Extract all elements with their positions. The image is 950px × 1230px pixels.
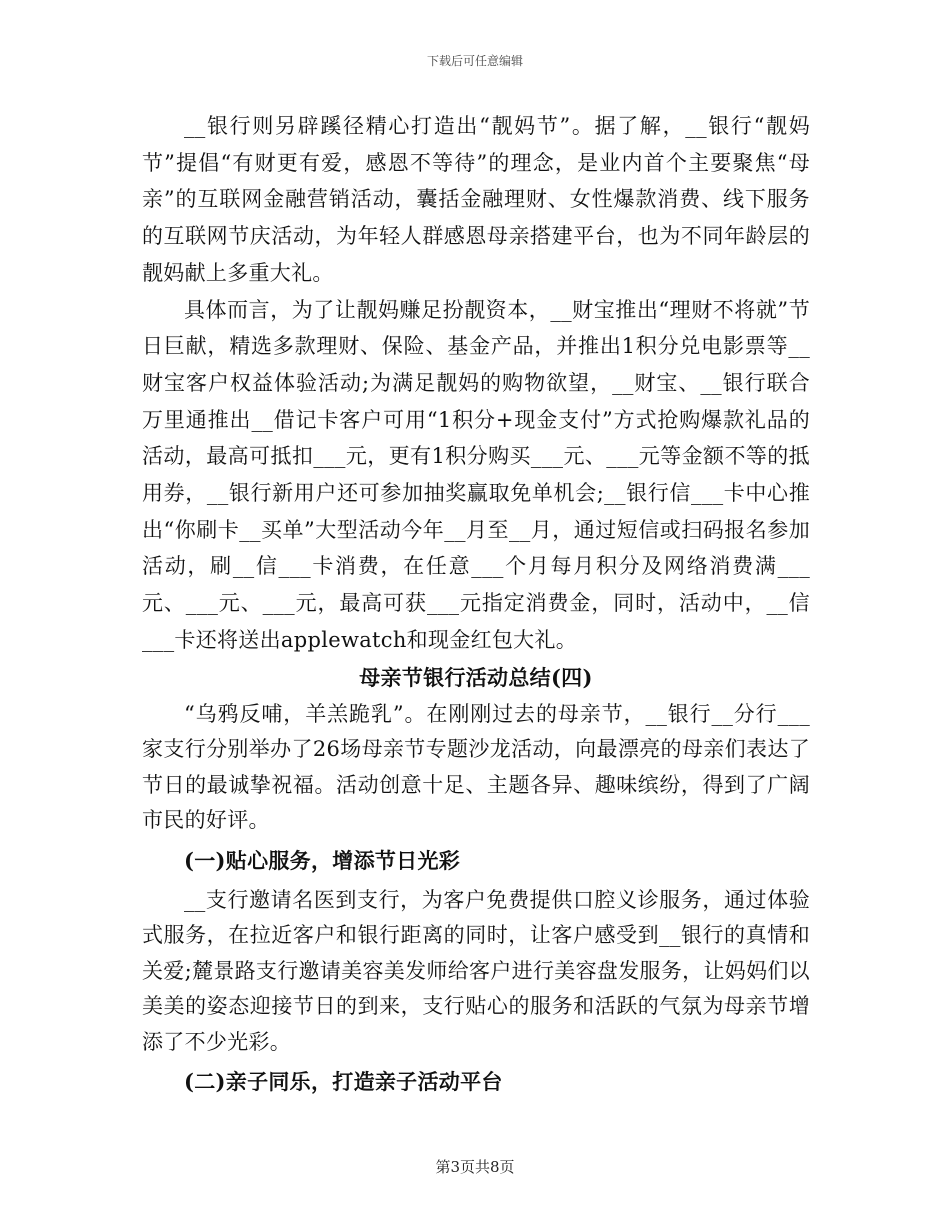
paragraph-4: __支行邀请名医到支行，为客户免费提供口腔义诊服务，通过体验式服务，在拉近客户和银行距离的同时，让客户感受到__银行的真情和关爱;麓景路支行邀请美容美发师给客户进行美容盘发服务，让妈妈们以美美的姿态迎接节日的到来，支行贴心的服务和活跃的气氛为母亲节增添了不少光彩。 [142, 887, 810, 1054]
paragraph-1: __银行则另辟蹊径精心打造出“靓妈节”。据了解，__银行“靓妈节”提倡“有财更有爱，感恩不等待”的理念，是业内首个主要聚焦“母亲”的互联网金融营销活动，囊括金融理财、女性爆款消费、线下服务的互联网节庆活动，为年轻人群感恩母亲搭建平台，也为不同年龄层的靓妈献上多重大礼。 [142, 114, 810, 285]
section-title: 母亲节银行活动总结(四) [359, 664, 593, 690]
subheading-2: (二)亲子同乐，打造亲子活动平台 [184, 1069, 503, 1095]
document-body [142, 108, 810, 1104]
paragraph-2: 具体而言，为了让靓妈赚足扮靓资本，__财宝推出“理财不将就”节日巨献，精选多款理财、保险、基金产品，并推出1积分兑电影票等__财宝客户权益体验活动;为满足靓妈的购物欲望，__财宝、__银行联合万里通推出__借记卡客户可用“1积分+现金支付”方式抢购爆款礼品的活动，最高可抵扣___元，更有1积分购买___元、___元等金额不等的抵用券，__银行新用户还可参加抽奖赢取免单机会;__银行信___卡中心推出“你刷卡__买单”大型活动今年__月至__月，通过短信或扫码报名参加活动，刷__信___卡消费，在任意___个月每月积分及网络消费满___元、___元、___元，最高可获___元指定消费金，同时，活动中，__信___卡还将送出applewatch和现金红包大礼。 [142, 297, 810, 652]
subheading-1: (一)贴心服务，增添节日光彩 [184, 847, 461, 873]
page-header: 下载后可任意编辑 [426, 54, 523, 68]
page-footer: 第3页共8页 [435, 1158, 515, 1176]
paragraph-3: “乌鸦反哺，羊羔跪乳”。在刚刚过去的母亲节，__银行__分行___家支行分别举办了26场母亲节专题沙龙活动，向最漂亮的母亲们表达了节日的最诚挚祝福。活动创意十足、主题各异、趣味缤纷，得到了广阔市民的好评。 [142, 701, 810, 833]
